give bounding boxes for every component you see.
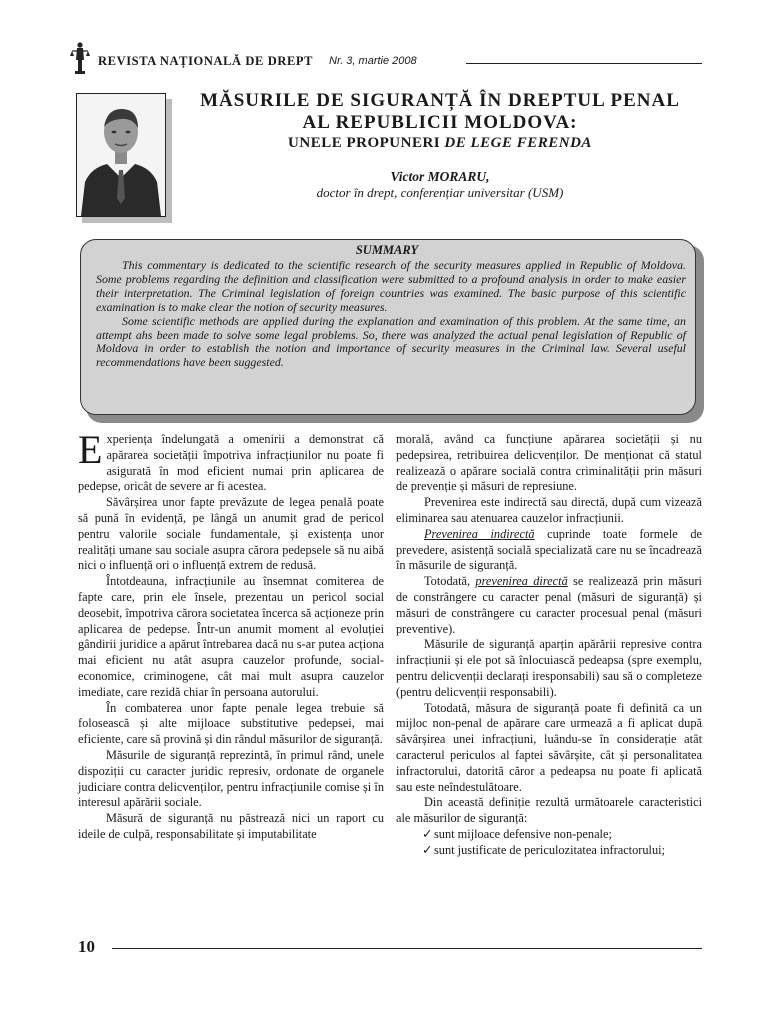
- article-subtitle: [175, 135, 705, 152]
- journal-name: REVISTA NAȚIONALĂ DE DREPT: [98, 54, 314, 68]
- body-paragraph: Măsurile de siguranță aparțin apărării represive contra infracțiunii și ele pot să înlocuiască pedeapsa (spre exemplu, pentru delicvenții declarați iresponsabili) sau să o completeze (pentru delicvenții responsabili).: [396, 637, 702, 699]
- body-paragraph: În combaterea unor fapte penale legea trebuie să folosească și alte mijloace substitutive pedepsei, mai eficiente, care să provină și din rândul măsurilor de siguranță.: [78, 700, 384, 747]
- summary-paragraph: This commentary is dedicated to the scientific research of the security measures applied in Republic of Moldova. Some problems regarding the definition and classification were submitted to a profound analysis in order to make easier their interpretation. The Criminal legislation of foreign countries was examined. The basic purpose of this scientific examination is to make clear the notion of security measures.: [96, 258, 686, 314]
- author-name: Victor MORARU,: [390, 169, 490, 184]
- body-column-left: [78, 427, 384, 843]
- underlined-term: prevenirea directă: [475, 574, 568, 589]
- paragraph-text: xperiența îndelungată a omenirii a demonstrat că apărarea societății împotriva infracțiunilor nu poate fi asigurată în mod eficient numai prin aplicarea de pedepse, oricât de severe ar fi acestea.: [78, 432, 384, 494]
- checkmark-icon: ✓: [422, 842, 433, 857]
- subtitle-latin: DE LEGE FERENDA: [444, 135, 592, 151]
- body-paragraph: [396, 527, 702, 574]
- header-rule: [466, 63, 702, 64]
- body-paragraph: Din această definiție rezultă următoarele caracteristici ale măsurilor de siguranță:: [396, 795, 702, 826]
- issue-label: Nr. 3, martie 2008: [329, 55, 417, 67]
- summary-title: SUMMARY: [355, 243, 419, 257]
- body-paragraph: Săvârșirea unor fapte prevăzute de legea penală poate să pună în evidență, pe lângă un anumit grad de pericol pentru valorile sociale fundamentale, și existența unor realități umane sau sociale asupra cărora pedepsele să nu aibă nici o influență ori o influență extrem de redusă.: [78, 495, 384, 573]
- paragraph-text: Totodată,: [424, 574, 476, 589]
- body-paragraph: [396, 574, 702, 637]
- drop-cap: E: [78, 427, 103, 472]
- body-column-right: [396, 432, 702, 859]
- themis-statue-icon: [70, 40, 90, 74]
- footer-rule: [112, 948, 702, 949]
- paragraph-text: se realizează prin măsuri de constrângere cu caracter penal (măsuri de siguranță) și măsuri de constrângere cu caracter procesual penal (măsuri preventive).: [396, 574, 702, 636]
- body-paragraph: Prevenirea este indirectă sau directă, după cum vizează eliminarea sau atenuarea cauzelor infracțiunii.: [396, 495, 702, 525]
- title-line-2: AL REPUBLICII MOLDOVA:: [302, 112, 578, 133]
- subtitle-plain: UNELE PROPUNERI: [288, 135, 445, 151]
- body-paragraph: morală, având ca funcțiune apărarea societății și nu pedepsirea, retribuirea delicvenților. De menționat că statul realizează o apărare socială contra criminalității prin măsuri de prevenție și măsuri de represiune.: [396, 432, 702, 494]
- body-paragraph: Totodată, măsura de siguranță poate fi definită ca un mijloc non-penal de apărare care urmează a fi aplicat după săvârșirea unei infracțiuni, luându-se în considerație atât caracterul periculos al faptei săvârșite, cât și personalitatea infractorului, datorită căror a pedeapsa nu poate fi aplicată sau este neîndestulătoare.: [396, 700, 702, 794]
- title-line-1: MĂSURILE DE SIGURANȚĂ ÎN DREPTUL PENAL: [200, 90, 680, 111]
- list-item: [396, 827, 702, 843]
- summary-text: [96, 259, 686, 370]
- article-title: [175, 90, 705, 134]
- checkmark-icon: ✓: [422, 826, 433, 841]
- author-photo: [76, 93, 166, 217]
- list-item-text: sunt mijloace defensive non-penale;: [434, 826, 612, 841]
- list-item-text: sunt justificate de periculozitatea infractorului;: [434, 842, 666, 857]
- body-paragraph: Întotdeauna, infracțiunile au însemnat comiterea de fapte care, prin ele însele, prezentau un pericol social deosebit, împotriva cărora societatea încerca să acționeze prin aplicarea de pedepse. Într-un anumit moment al evoluției gândirii juridice a apărut întrebarea dacă nu s-ar putea acționa mai eficient nu atât asupra cauzelor profunde, social-economice, criminogene, cât mai mult asupra cauzelor imediate, care rezidă chiar în persoana autorului.: [78, 574, 384, 699]
- summary-paragraph: Some scientific methods are applied during the explanation and examination of this problem. At the same time, an attempt ahs been made to solve some legal problems. So, there was analyzed the actual penal legislation of Republic of Moldova in order to establish the notion and importance of security measures in the Criminal law. Several useful recommendations have been suggested.: [96, 313, 686, 370]
- body-paragraph: Măsură de siguranță nu păstrează nici un raport cu ideile de culpă, responsabilitate și imputabilitate: [78, 811, 384, 841]
- body-paragraph: [78, 427, 384, 495]
- paragraph-text: cuprinde toate formele de prevedere, asistență socială specializată care nu se încadrează în măsurile de siguranță.: [396, 526, 702, 573]
- page-number: 10: [78, 937, 95, 956]
- author-photo-frame: [76, 93, 166, 217]
- underlined-term: Prevenirea indirectă: [424, 526, 535, 541]
- running-header: [70, 40, 702, 74]
- body-paragraph: Măsurile de siguranță reprezintă, în primul rând, unele dispoziții cu caracter juridic represiv, ordonate de organele judiciare contra delicvenților, pentru infracțiunile comise și în interesul apărării sociale.: [78, 747, 384, 810]
- author-affiliation: doctor în drept, conferențiar universitar (USM): [316, 185, 564, 200]
- list-item: [396, 843, 702, 859]
